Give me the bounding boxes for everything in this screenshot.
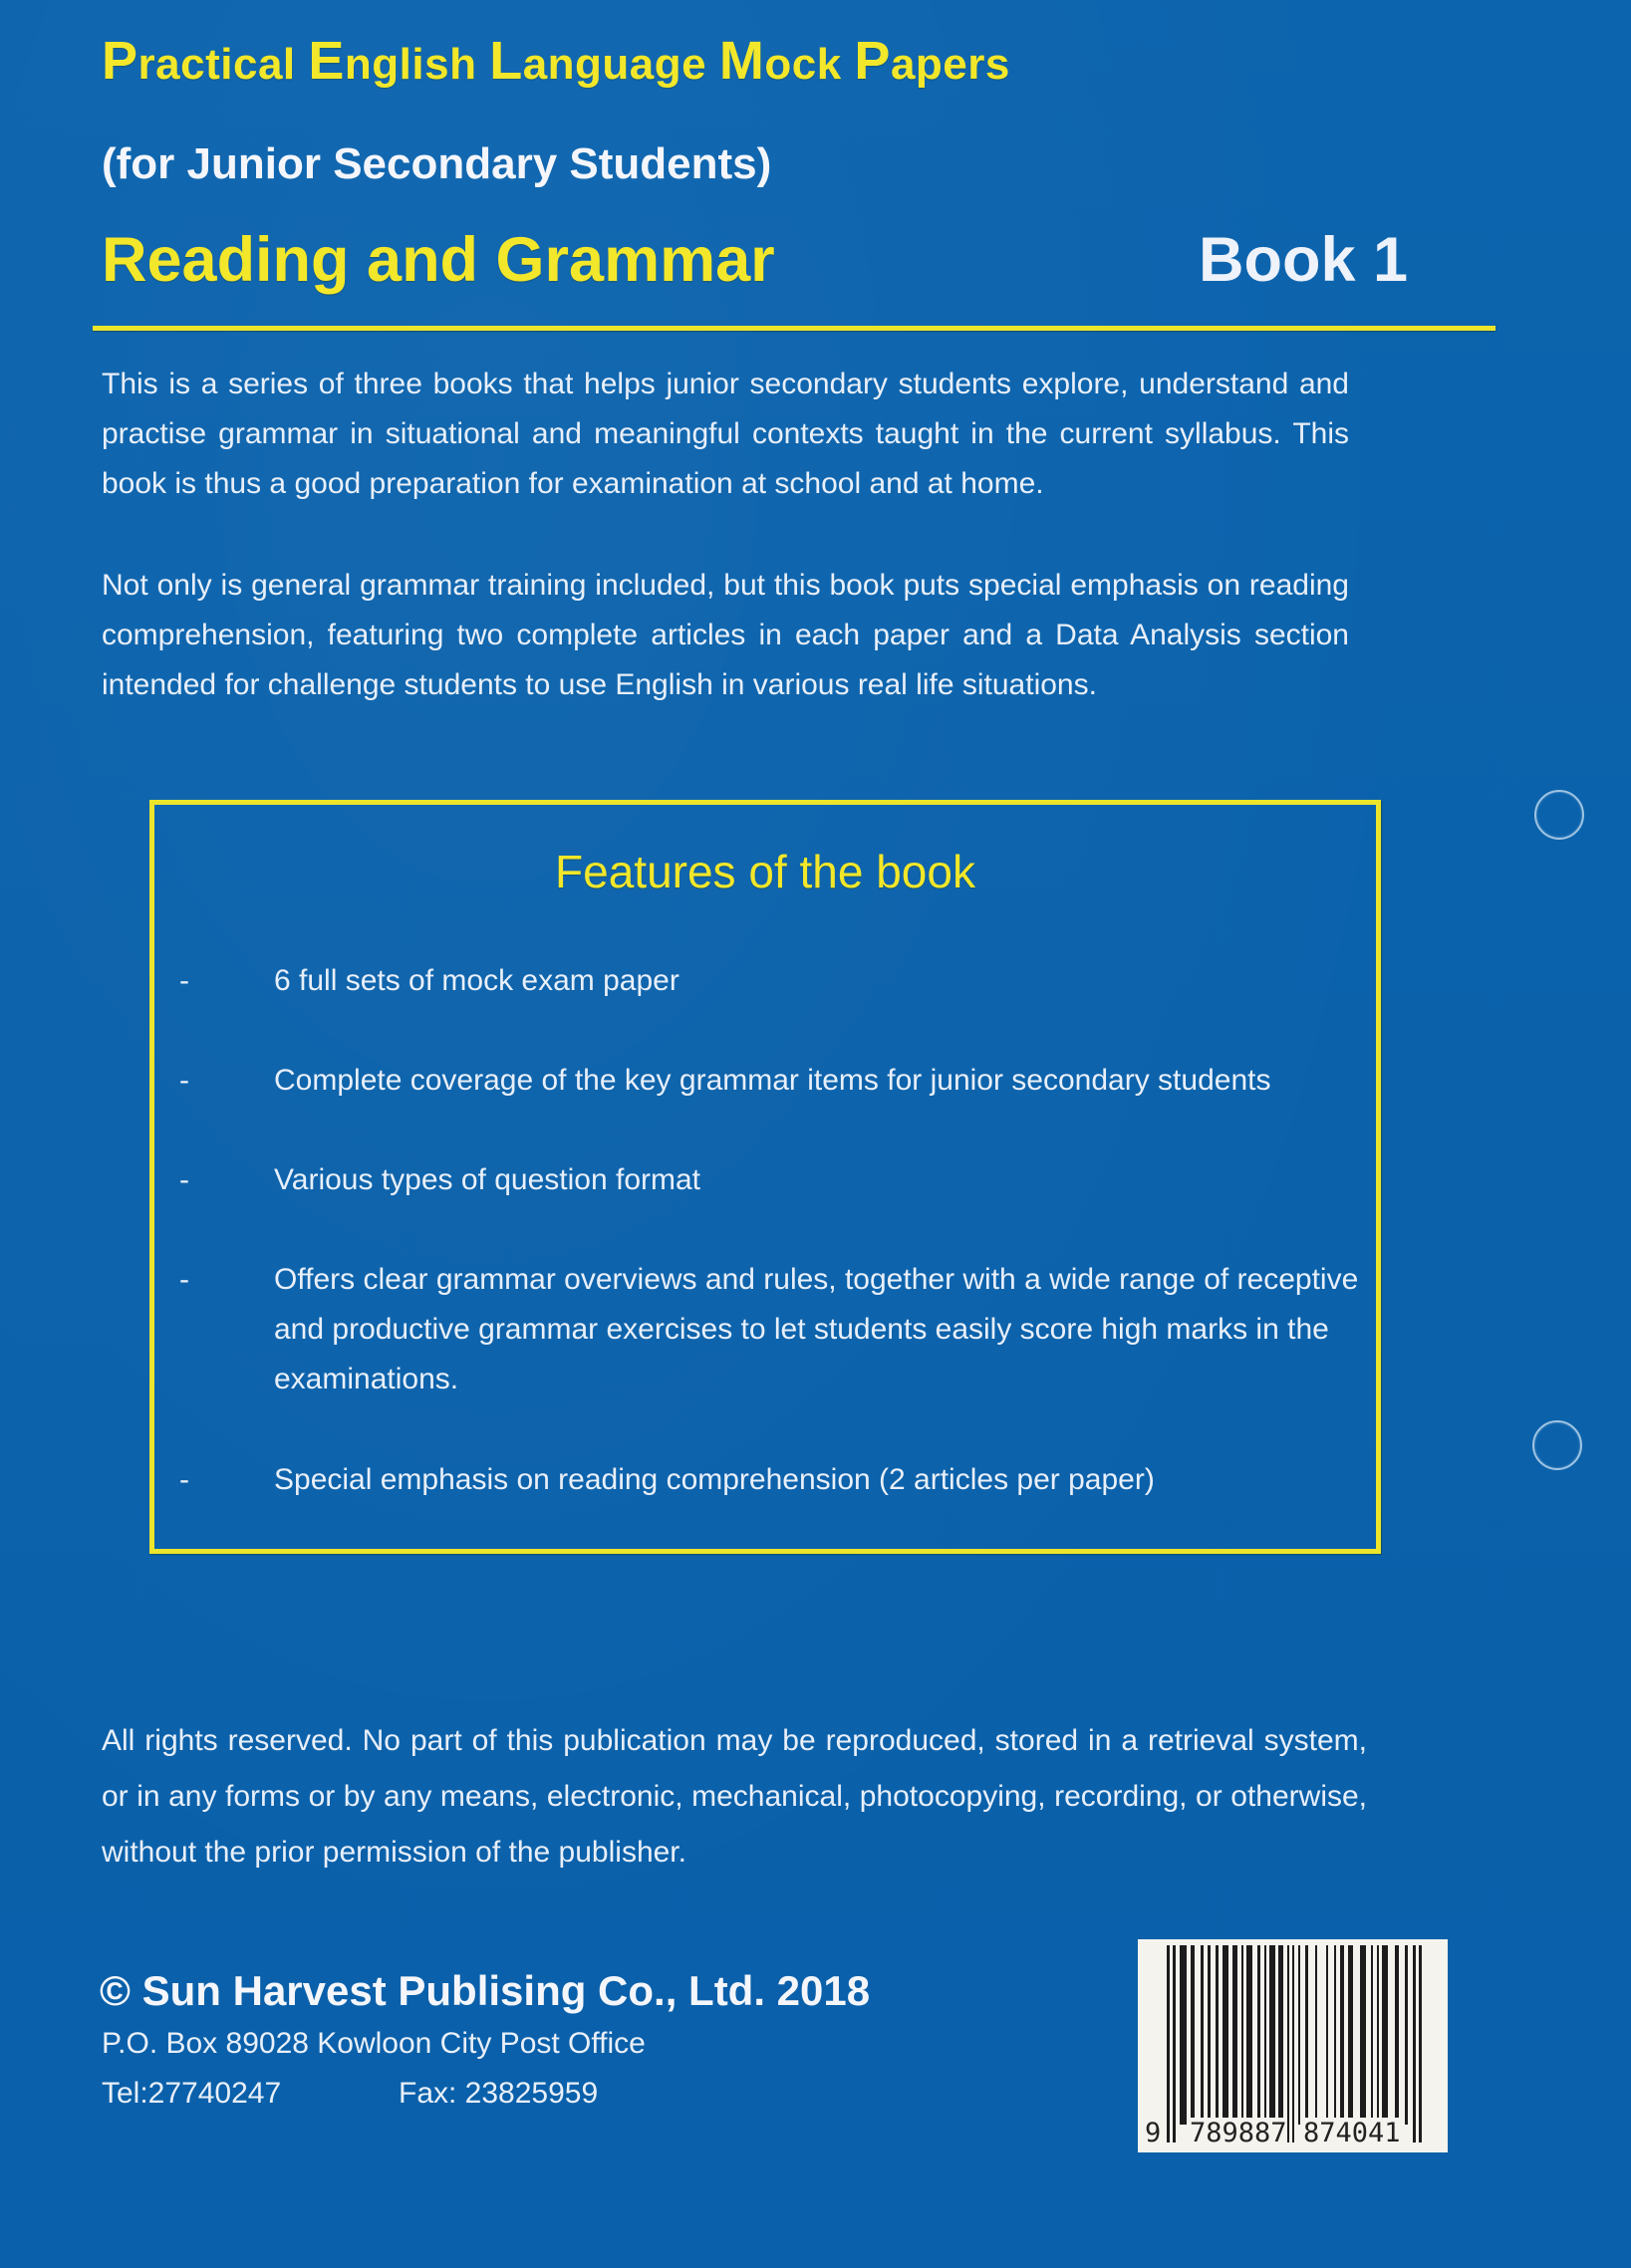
barcode-first-digit: 9 [1145, 2118, 1162, 2148]
bullet-dash: - [179, 1463, 189, 1496]
feature-text: Various types of question format [274, 1163, 700, 1196]
feature-text: Offers clear grammar overviews and rules, together with a wide range of receptive and productive grammar exercises to let students easily score high marks in the examinations. [274, 1263, 1359, 1395]
title-word: Language [489, 31, 707, 91]
barcode-right-digits: 874041 [1303, 2118, 1401, 2148]
intro-paragraph-1: This is a series of three books that helps junior secondary students explore, understand and practise grammar in situational and meaningful contexts taught in the current syllabus. This book is thus a good preparation for examination at school and at home. [102, 368, 1349, 500]
publisher-fax: Fax: 23825959 [399, 2077, 599, 2110]
header-divider [93, 326, 1495, 331]
punch-hole-top [1534, 790, 1584, 840]
publisher-name: © Sun Harvest Publising Co., Ltd. 2018 [100, 1967, 871, 2014]
bullet-dash: - [179, 1263, 189, 1296]
bullet-dash: - [179, 1064, 189, 1097]
publisher-tel: Tel:27740247 [102, 2077, 282, 2110]
barcode-left-digits: 789887 [1190, 2118, 1287, 2148]
title-word: Mock [718, 31, 842, 91]
book-number: Book 1 [1199, 225, 1409, 295]
feature-text: 6 full sets of mock exam paper [274, 964, 680, 997]
bullet-dash: - [179, 964, 189, 997]
feature-text: Special emphasis on reading comprehension (2 articles per paper) [274, 1463, 1155, 1496]
bullet-dash: - [179, 1163, 189, 1196]
audience-subtitle: (for Junior Secondary Students) [102, 139, 772, 188]
title-word: Practical [102, 31, 296, 91]
features-title: Features of the book [555, 846, 975, 897]
book-subject-title: Reading and Grammar [102, 225, 775, 295]
feature-text: Complete coverage of the key grammar items for junior secondary students [274, 1064, 1271, 1097]
publisher-address: P.O. Box 89028 Kowloon City Post Office [102, 2027, 646, 2060]
features-box [149, 800, 1381, 1554]
barcode-icon [1138, 1939, 1448, 2152]
book-series-title [102, 30, 1010, 92]
copyright-notice: All rights reserved. No part of this publication may be reproduced, stored in a retrieval system, or in any forms or by any means, electronic, mechanical, photocopying, recording, or otherwise, without the prior permission of the publisher. [102, 1724, 1367, 1869]
title-word: Papers [854, 31, 1010, 91]
punch-hole-bottom [1532, 1420, 1582, 1470]
intro-paragraph-2: Not only is general grammar training included, but this book puts special emphasis on reading comprehension, featuring two complete articles in each paper and a Data Analysis section intended for challenge students to use English in various real life situations. [102, 569, 1349, 701]
title-word: English [308, 31, 477, 91]
isbn-barcode [1138, 1939, 1448, 2152]
